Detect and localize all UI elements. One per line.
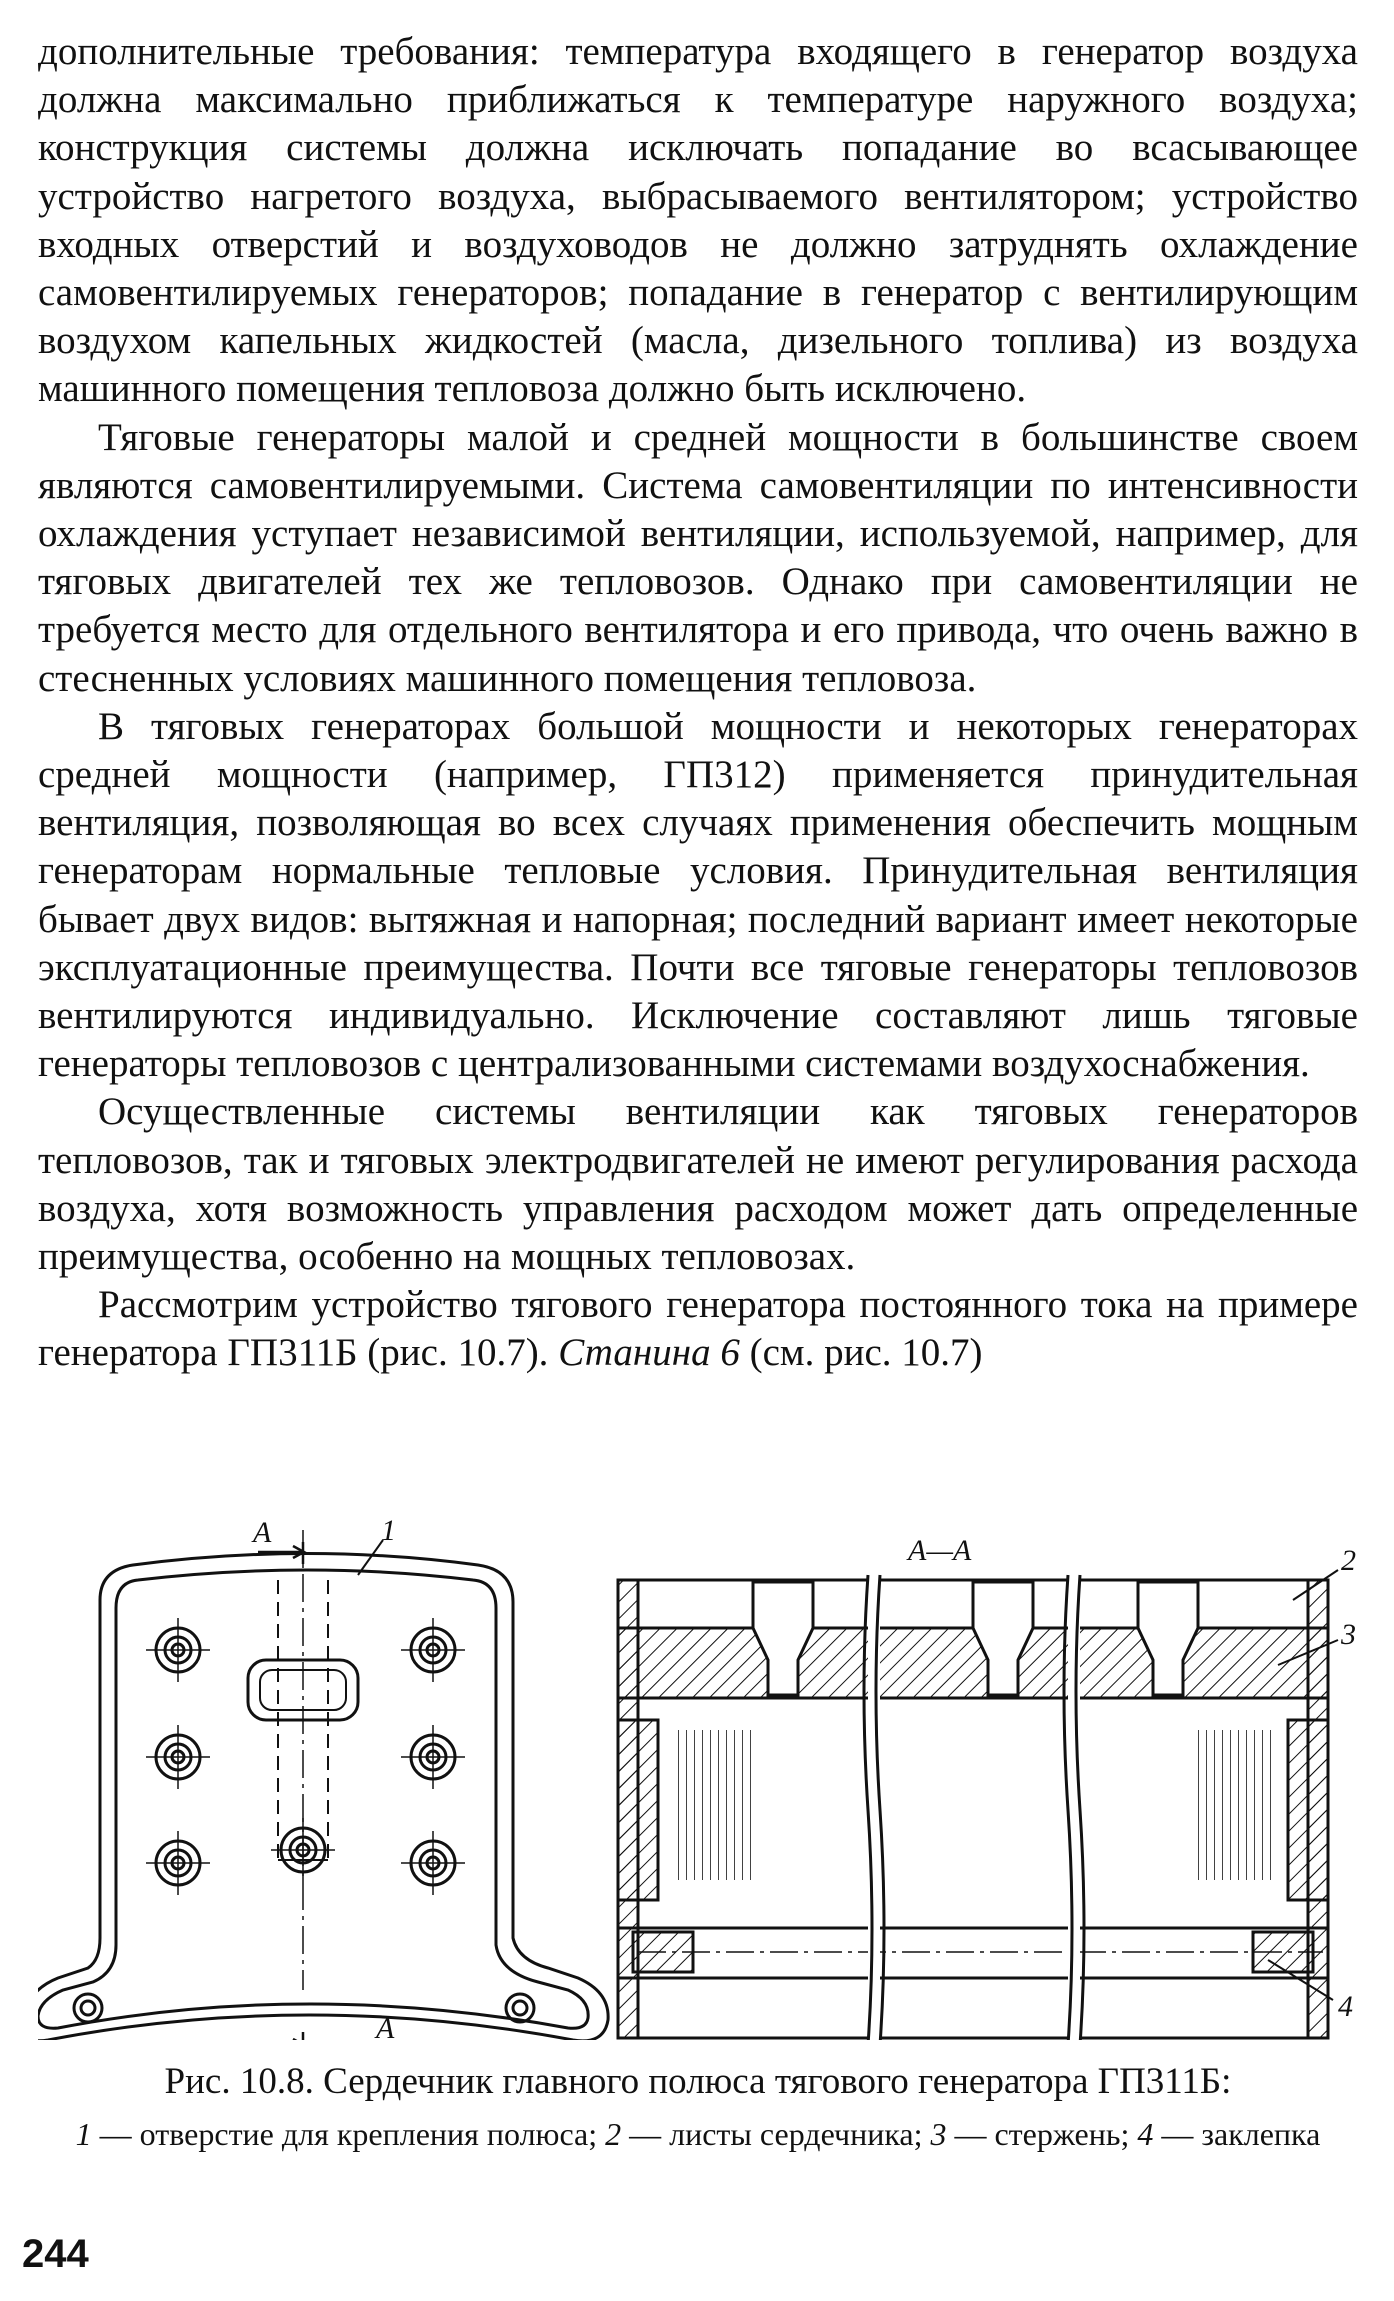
legend-text-2: — листы сердечника; — [621, 2116, 931, 2152]
paragraph-5-end: (см. рис. 10.7) — [739, 1331, 983, 1375]
callout-3: 3 — [1341, 1618, 1356, 1651]
front-view — [38, 1530, 616, 2040]
bolt-hole — [146, 1618, 210, 1682]
callout-1: 1 — [381, 1520, 396, 1547]
bolt-hole — [146, 1831, 210, 1895]
paragraph-1: дополнительные требования: температура входящего в генератор воздуха должна максимально приближаться к температуре наружного воздуха; конструкция системы должна исключать попадание во всасывающее устройство нагретого воздуха, выбрасываемого вентилятором; устройство входных отверстий и воздуховодов не должно затруднять охлаждение самовентилируемых генераторов; попадание в генератор с вентилирующим воздухом капельных жидкостей (масла, дизельного топлива) из воздуха машинного помещения тепловоза должно быть исключено. — [38, 30, 1358, 411]
paragraph-3: В тяговых генераторах большой мощности и некоторых генераторах средней мощности (например, ГП312) применяется принудительная вентиляция, позволяющая во всех случаях применения обеспечить мощным генераторам нормальные тепловые условия. Принудительная вентиляция бывает двух видов: вытяжная и напорная; последний вариант имеет некоторые эксплуатационные преимущества. Почти все тяговые генераторы тепловозов вентилируются индивидуально. Исключение составляют лишь тяговые генераторы тепловозов с централизованными системами воздухоснабжения. — [38, 704, 1358, 1086]
paragraph-2: Тяговые генераторы малой и средней мощности в большинстве своем являются самовентилируемыми. Система самовентиляции по интенсивности охлаждения уступает независимой вентиляции, используемой, например, для тяговых двигателей тех же тепловозов. Однако при самовентиляции не требуется место для отдельного вентилятора и его привода, что очень важно в стесненных условиях машинного помещения тепловоза. — [38, 415, 1358, 700]
legend-text-3: — стержень; — [946, 2116, 1138, 2152]
callout-2: 2 — [1341, 1544, 1356, 1577]
legend-num-3: 3 — [930, 2116, 947, 2152]
cut-label-top: А — [253, 1520, 272, 1549]
stem-band — [618, 1628, 1328, 1698]
front-inner-contour — [38, 1570, 588, 2028]
figure-pole-core — [38, 1520, 1368, 2040]
bolt-holes — [74, 1618, 534, 2022]
paragraph-5 — [38, 1281, 1358, 1377]
section-label: А—А — [908, 1534, 972, 1567]
caption-title: Рис. 10.8. Сердечник главного полюса тягового генератора ГП311Б: — [164, 2061, 1232, 2102]
callout-4: 4 — [1338, 1990, 1353, 2023]
pole-core-drawing — [38, 1520, 1368, 2040]
caption-legend — [38, 2112, 1358, 2156]
legend-num-4: 4 — [1137, 2116, 1154, 2152]
paragraph-5-start: Рассмотрим устройство тягового генератора постоянного тока на примере генератора ГП311Б (рис. 10.7). — [38, 1283, 1358, 1375]
section-markers — [258, 1540, 383, 2040]
body-text — [38, 28, 1358, 1378]
bolt-hole — [401, 1831, 465, 1895]
legend-text-1: — отверстие для крепления полюса; — [91, 2116, 606, 2152]
bolt-hole — [271, 1818, 335, 1882]
section-view — [618, 1575, 1328, 2040]
rivet-hole — [506, 1994, 534, 2022]
front-outer-contour — [38, 1554, 608, 2041]
figure-caption — [38, 2058, 1358, 2156]
paragraph-4: Осуществленные системы вентиляции как тяговых генераторов тепловозов, так и тяговых электродвигателей не имеют регулирования расхода воздуха, хотя возможность управления расходом может дать определенные преимущества, особенно на мощных тепловозах. — [38, 1090, 1358, 1279]
legend-num-1: 1 — [75, 2116, 92, 2152]
bolt-hole — [401, 1725, 465, 1789]
legend-text-4: — заклепка — [1153, 2116, 1321, 2152]
bolt-hole — [146, 1725, 210, 1789]
bolt-hole — [401, 1618, 465, 1682]
page-number: 244 — [22, 2232, 89, 2276]
paragraph-5-italic: Станина 6 — [558, 1331, 740, 1375]
rivet-hole — [74, 1994, 102, 2022]
cut-label-bottom: А — [376, 2012, 395, 2040]
legend-num-2: 2 — [605, 2116, 622, 2152]
